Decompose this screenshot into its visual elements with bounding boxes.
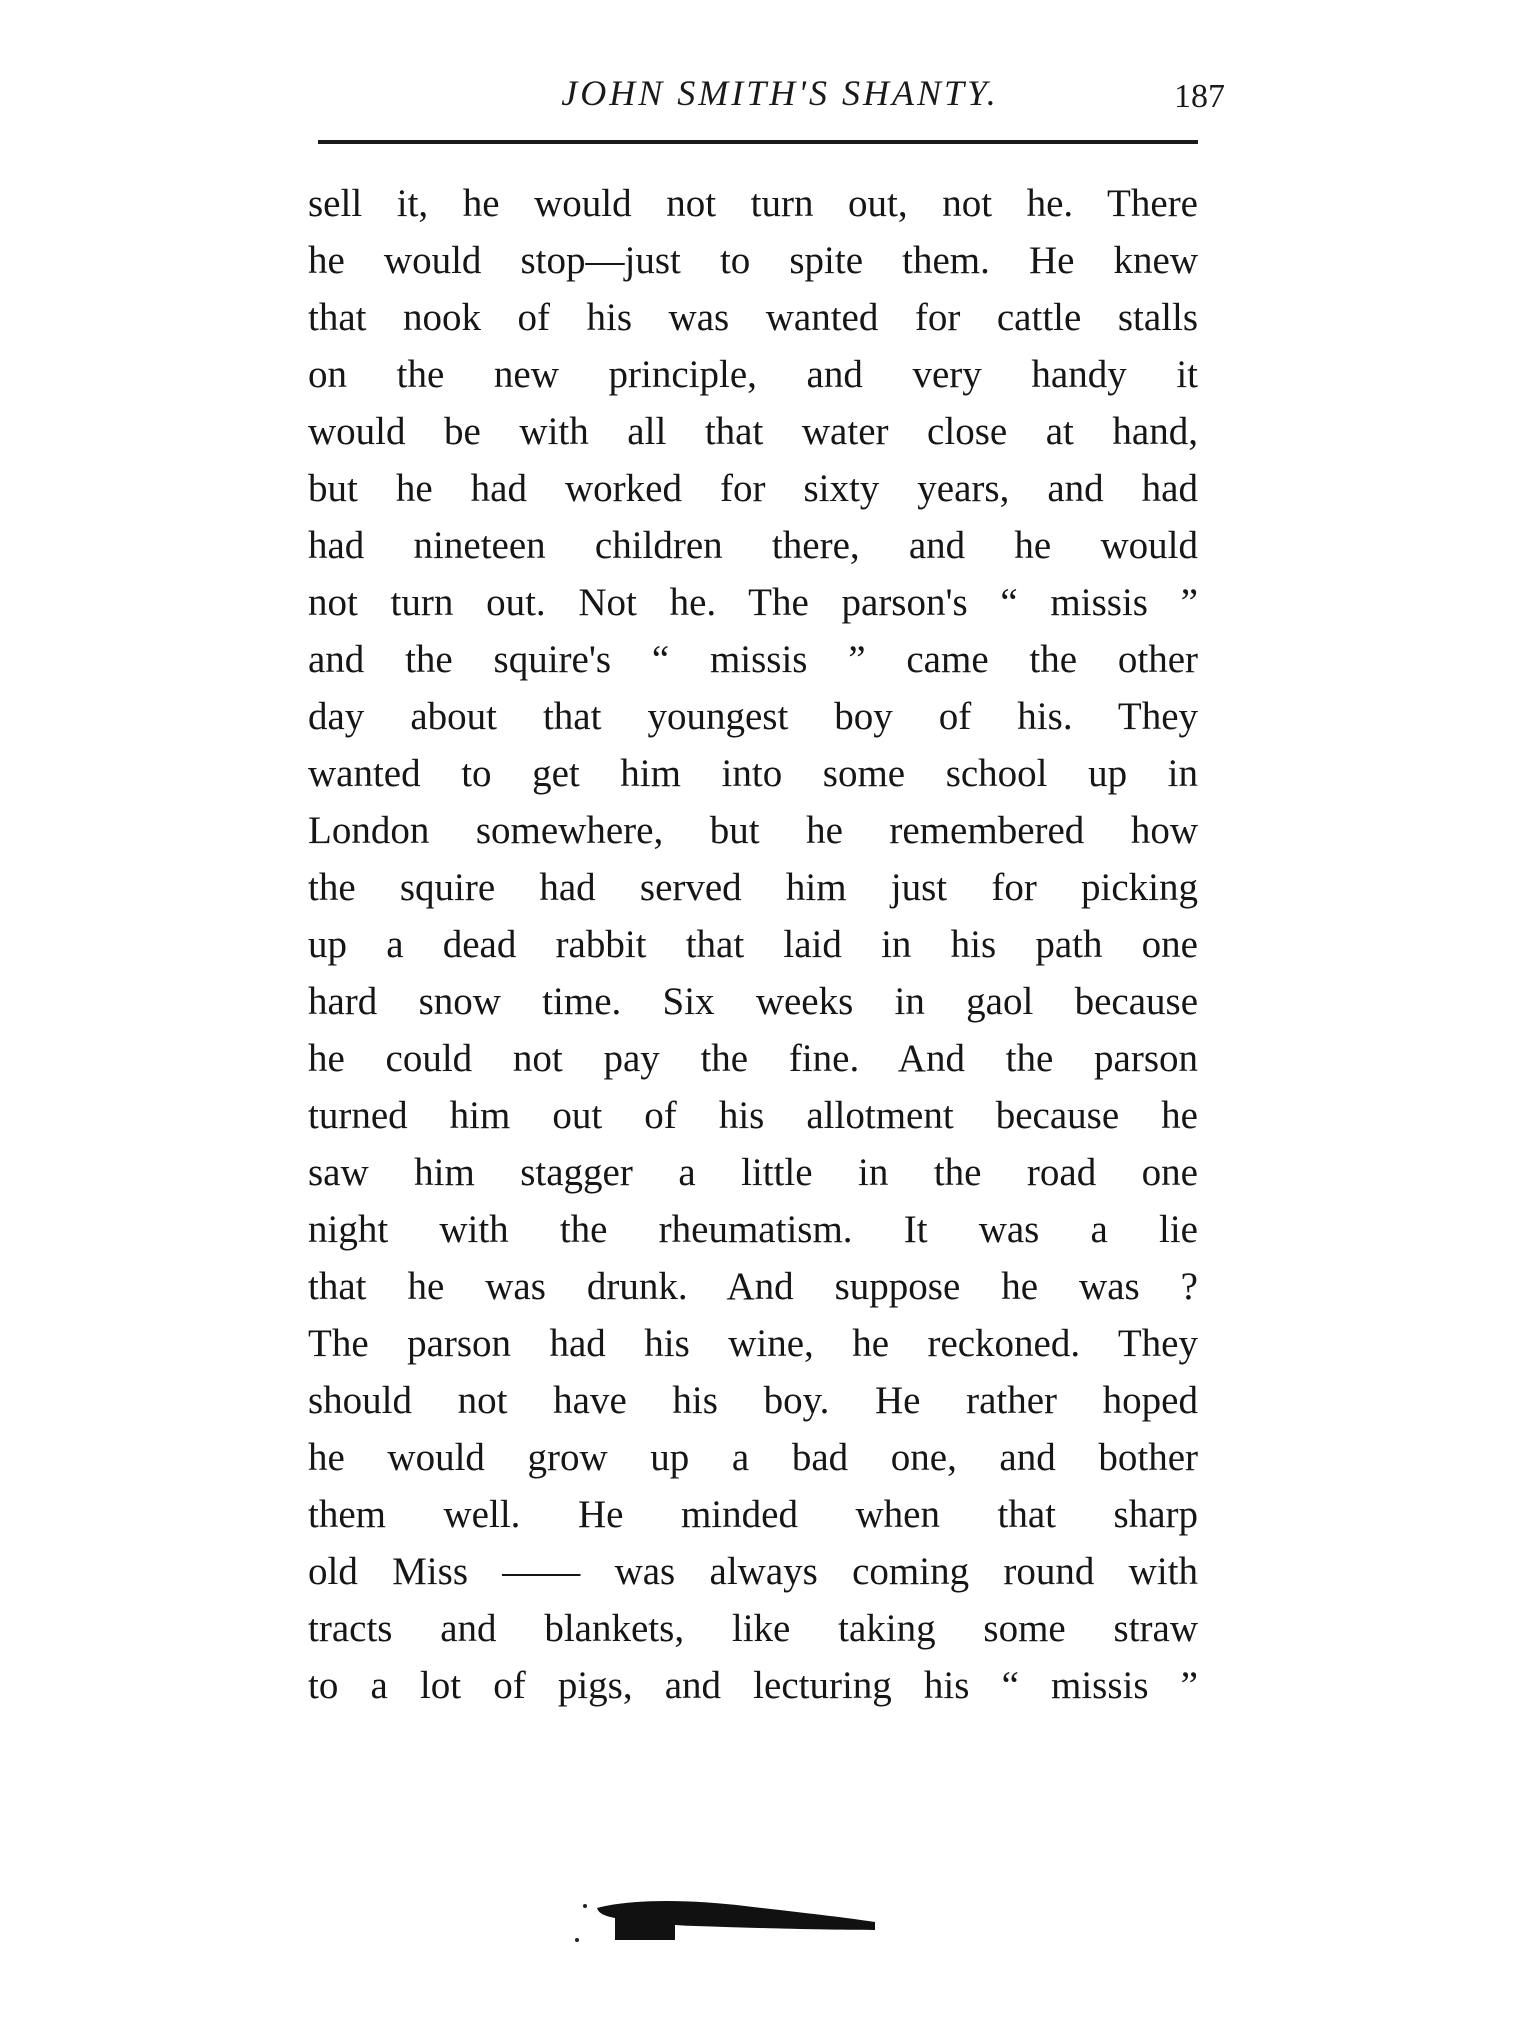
text-line: and the squire's “ missis ” came the other	[308, 638, 1198, 681]
text-line: wanted to get him into some school up in	[308, 752, 1198, 795]
text-line: had nineteen children there, and he would	[308, 524, 1198, 567]
text-line: day about that youngest boy of his. They	[308, 695, 1198, 738]
running-head: JOHN SMITH'S SHANTY.	[561, 73, 999, 113]
ink-smudge	[575, 1896, 885, 1944]
text-line: that nook of his was wanted for cattle stalls	[308, 296, 1198, 339]
body-text	[308, 175, 1198, 1714]
text-line: he would stop—just to spite them. He knew	[308, 239, 1198, 282]
text-line: up a dead rabbit that laid in his path one	[308, 923, 1198, 966]
text-line: London somewhere, but he remembered how	[308, 809, 1198, 852]
text-line: hard snow time. Six weeks in gaol because	[308, 980, 1198, 1023]
text-line: he would grow up a bad one, and bother	[308, 1436, 1198, 1479]
page-number: 187	[1174, 78, 1225, 115]
ink-smudge-graphic	[575, 1896, 885, 1944]
text-line: The parson had his wine, he reckoned. They	[308, 1322, 1198, 1365]
text-line: should not have his boy. He rather hoped	[308, 1379, 1198, 1422]
text-line: saw him stagger a little in the road one	[308, 1151, 1198, 1194]
text-line: but he had worked for sixty years, and had	[308, 467, 1198, 510]
text-line: old Miss —— was always coming round with	[308, 1550, 1198, 1593]
text-line: them well. He minded when that sharp	[308, 1493, 1198, 1536]
text-line: night with the rheumatism. It was a lie	[308, 1208, 1198, 1251]
text-line: would be with all that water close at hand,	[308, 410, 1198, 453]
text-line: he could not pay the fine. And the parson	[308, 1037, 1198, 1080]
text-line: not turn out. Not he. The parson's “ missis ”	[308, 581, 1198, 624]
text-line: tracts and blankets, like taking some straw	[308, 1607, 1198, 1650]
header-rule	[318, 140, 1198, 144]
text-line: turned him out of his allotment because he	[308, 1094, 1198, 1137]
text-line: the squire had served him just for picking	[308, 866, 1198, 909]
text-line: to a lot of pigs, and lecturing his “ missis ”	[308, 1664, 1198, 1707]
text-line: on the new principle, and very handy it	[308, 353, 1198, 396]
text-line: sell it, he would not turn out, not he. There	[308, 182, 1198, 225]
text-line: that he was drunk. And suppose he was ?	[308, 1265, 1198, 1308]
